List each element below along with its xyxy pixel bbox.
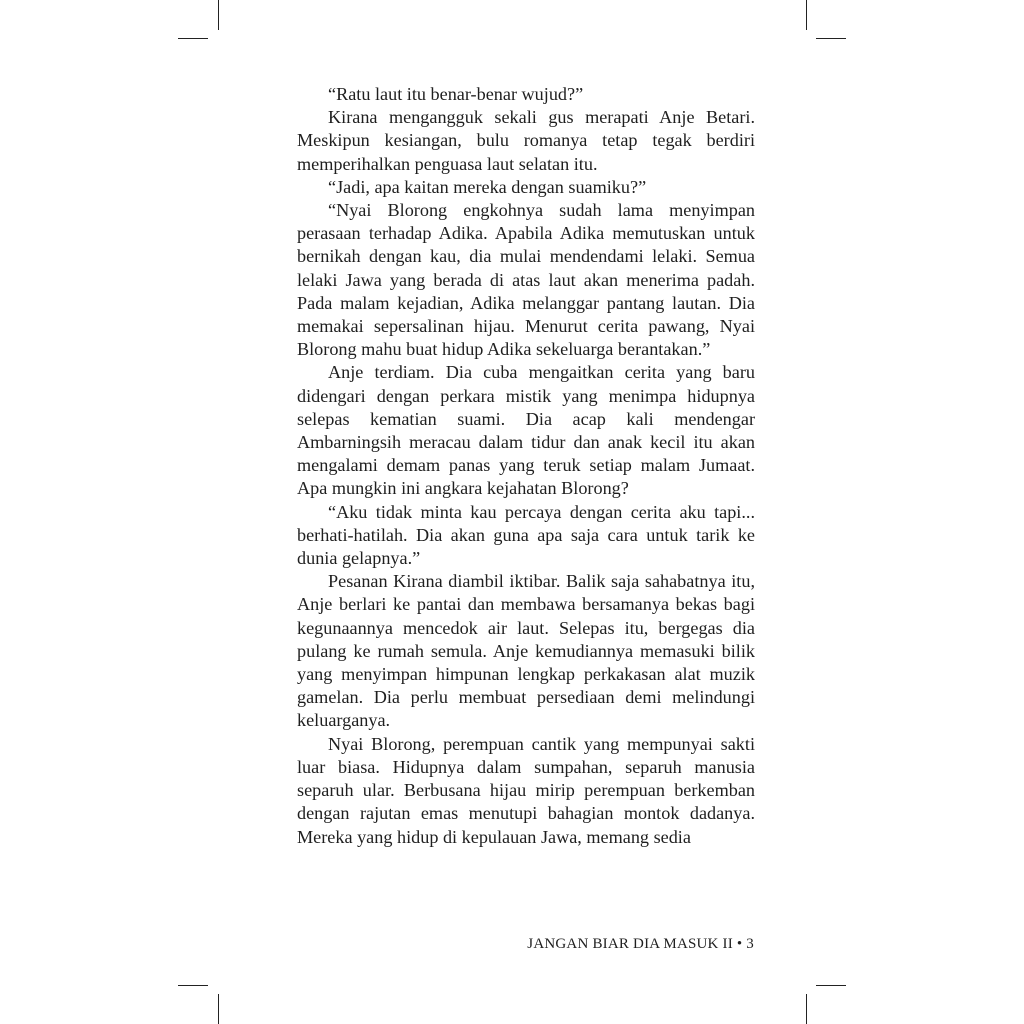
- paragraph: Pesanan Kirana diambil iktibar. Balik saja sahabatnya itu, Anje berlari ke pantai dan membawa bersamanya bekas bagi kegunaannya mencedok air laut. Selepas itu, bergegas dia pulang ke rumah semula. Anje kemudiannya memasuki bilik yang menyimpan himpunan lengkap perkakasan alat muzik gamelan. Dia perlu membuat persediaan demi melindungi keluarganya.: [297, 571, 755, 731]
- paragraph: Nyai Blorong, perempuan cantik yang mempunyai sakti luar biasa. Hidupnya dalam sumpahan, separuh manusia separuh ular. Berbusana hijau mirip perempuan berkemban dengan rajutan emas menutupi bahagian montok dadanya. Mereka yang hidup di kepulauan Jawa, memang sedia: [297, 733, 755, 847]
- running-footer: JANGAN BIAR DIA MASUK II • 3: [527, 936, 754, 952]
- paragraph: Kirana mengangguk sekali gus merapati Anje Betari. Meskipun kesiangan, bulu romanya tetap tegak berdiri memperihalkan penguasa laut selatan itu.: [297, 107, 755, 174]
- paragraph: “Jadi, apa kaitan mereka dengan suamiku?”: [328, 176, 647, 197]
- paragraph: Anje terdiam. Dia cuba mengaitkan cerita yang baru didengari dengan perkara mistik yang menimpa hidupnya selepas kematian suami. Dia acap kali mendengar Ambarningsih meracau dalam tidur dan anak kecil itu akan mengalami demam panas yang teruk setiap malam Jumaat. Apa mungkin ini angkara kejahatan Blorong?: [297, 362, 755, 499]
- crop-mark-bottom-right-horizontal: [816, 985, 846, 986]
- crop-mark-top-right-vertical: [806, 0, 807, 30]
- paragraph: “Ratu laut itu benar-benar wujud?”: [328, 84, 584, 104]
- body-text: [297, 83, 755, 849]
- crop-mark-top-right-horizontal: [816, 38, 846, 39]
- crop-mark-bottom-right-vertical: [806, 994, 807, 1024]
- paragraph: “Aku tidak minta kau percaya dengan cerita aku tapi... berhati-hatilah. Dia akan guna apa saja cara untuk tarik ke dunia gelapnya.”: [297, 501, 755, 569]
- crop-mark-top-left-vertical: [218, 0, 219, 30]
- crop-mark-bottom-left-vertical: [218, 994, 219, 1024]
- crop-mark-top-left-horizontal: [178, 38, 208, 39]
- paragraph: “Nyai Blorong engkohnya sudah lama menyimpan perasaan terhadap Adika. Apabila Adika memutuskan untuk bernikah dengan kau, dia mulai mendendami lelaki. Semua lelaki Jawa yang berada di atas laut akan menerima padah. Pada malam kejadian, Adika melanggar pantang lautan. Dia memakai sepersalinan hijau. Menurut cerita pawang, Nyai Blorong mahu buat hidup Adika sekeluarga berantakan.”: [297, 200, 755, 360]
- crop-mark-bottom-left-horizontal: [178, 985, 208, 986]
